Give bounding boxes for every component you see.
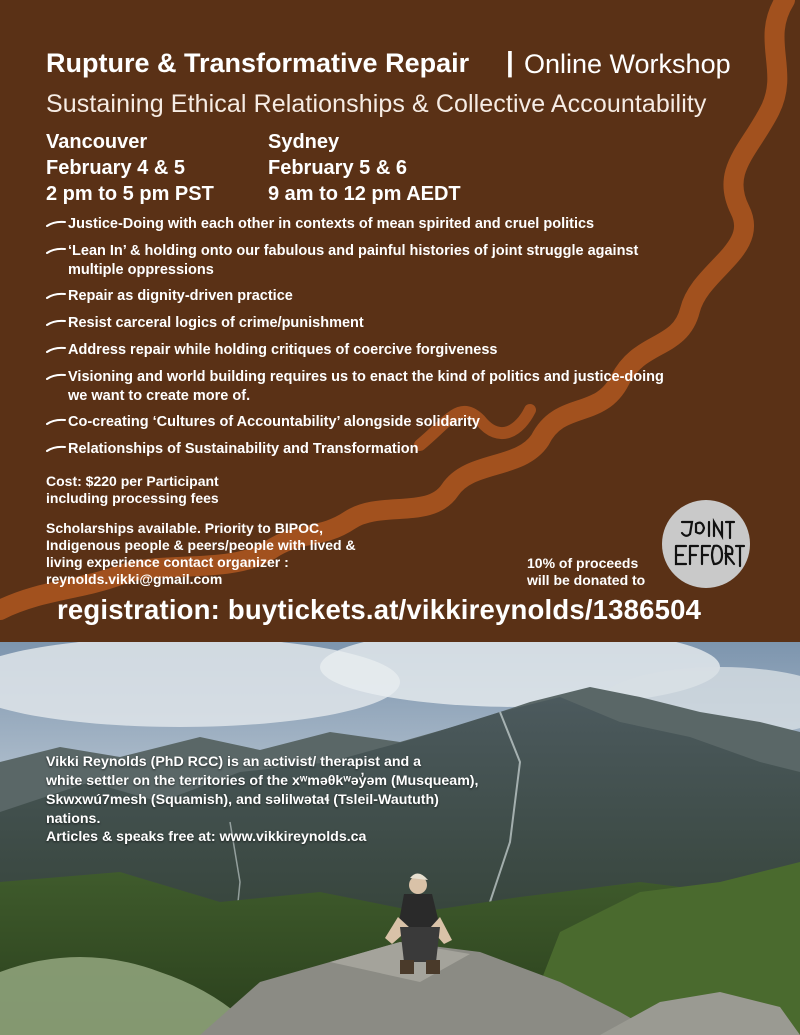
topic-item: Justice-Doing with each other in contexts of mean spirited and cruel politics bbox=[46, 215, 686, 235]
brush-dash-icon bbox=[46, 314, 68, 334]
speaker-name: Vikki Reynolds bbox=[46, 754, 147, 770]
cost-info: Cost: $220 per Participant including processing fees bbox=[46, 473, 219, 506]
topic-item: Repair as dignity-driven practice bbox=[46, 287, 686, 307]
organizer-email[interactable]: reynolds.vikki@gmail.com bbox=[46, 571, 223, 587]
workshop-title: Rupture & Transformative Repair bbox=[46, 48, 470, 78]
sydney-dates: February 5 & 6 bbox=[268, 157, 407, 179]
sydney-time: 9 am to 12 pm AEDT bbox=[268, 183, 461, 205]
speaker-bio: Vikki Reynolds (PhD RCC) is an activist/ therapist and a white settler on the territories of the xʷməθkʷəy̓əm (Musqueam), Skwxwú7mesh (Squamish), and səlilwətaɬ (Tsleil-Waututh) nations. bbox=[46, 754, 479, 827]
topic-item: Resist carceral logics of crime/punishment bbox=[46, 314, 686, 334]
scholarship-info: Scholarships available. Priority to BIPOC, Indigenous people & peers/people with lived & living experience contact organizer : reynolds.vikki@gmail.com bbox=[46, 520, 356, 587]
topic-item: Co-creating ‘Cultures of Accountability’ alongside solidarity bbox=[46, 413, 686, 433]
vancouver-dates: February 4 & 5 bbox=[46, 157, 185, 179]
topic-list bbox=[46, 215, 686, 467]
brush-dash-icon bbox=[46, 341, 68, 361]
brush-dash-icon bbox=[46, 413, 68, 433]
vancouver-time: 2 pm to 5 pm PST bbox=[46, 183, 214, 205]
brush-dash-icon bbox=[46, 368, 68, 406]
brush-dash-icon bbox=[46, 440, 68, 460]
topic-item: Relationships of Sustainability and Transformation bbox=[46, 440, 686, 460]
brush-dash-icon bbox=[46, 242, 68, 280]
sydney-city: Sydney bbox=[268, 131, 340, 153]
workshop-subtitle: Sustaining Ethical Relationships & Collective Accountability bbox=[46, 90, 707, 118]
registration-link[interactable]: registration: buytickets.at/vikkireynolds/1386504 bbox=[57, 594, 702, 625]
brush-dash-icon bbox=[46, 215, 68, 235]
vancouver-city: Vancouver bbox=[46, 131, 148, 153]
topic-item: Address repair while holding critiques of coercive forgiveness bbox=[46, 341, 686, 361]
donation-note: 10% of proceeds will be donated to bbox=[527, 555, 646, 588]
mountain-photo bbox=[0, 642, 800, 1035]
articles-line: Articles & speaks free at: www.vikkireynolds.ca bbox=[46, 829, 367, 845]
website-link[interactable]: www.vikkireynolds.ca bbox=[219, 829, 367, 845]
topic-item: ‘Lean In’ & holding onto our fabulous and painful histories of joint struggle against multiple oppressions bbox=[46, 242, 686, 280]
topic-item: Visioning and world building requires us to enact the kind of politics and justice-doing we want to create more of. bbox=[46, 368, 686, 406]
workshop-format: Online Workshop bbox=[524, 49, 731, 79]
title-divider: | bbox=[506, 46, 514, 77]
joint-effort-logo-icon bbox=[662, 500, 750, 588]
brush-dash-icon bbox=[46, 287, 68, 307]
